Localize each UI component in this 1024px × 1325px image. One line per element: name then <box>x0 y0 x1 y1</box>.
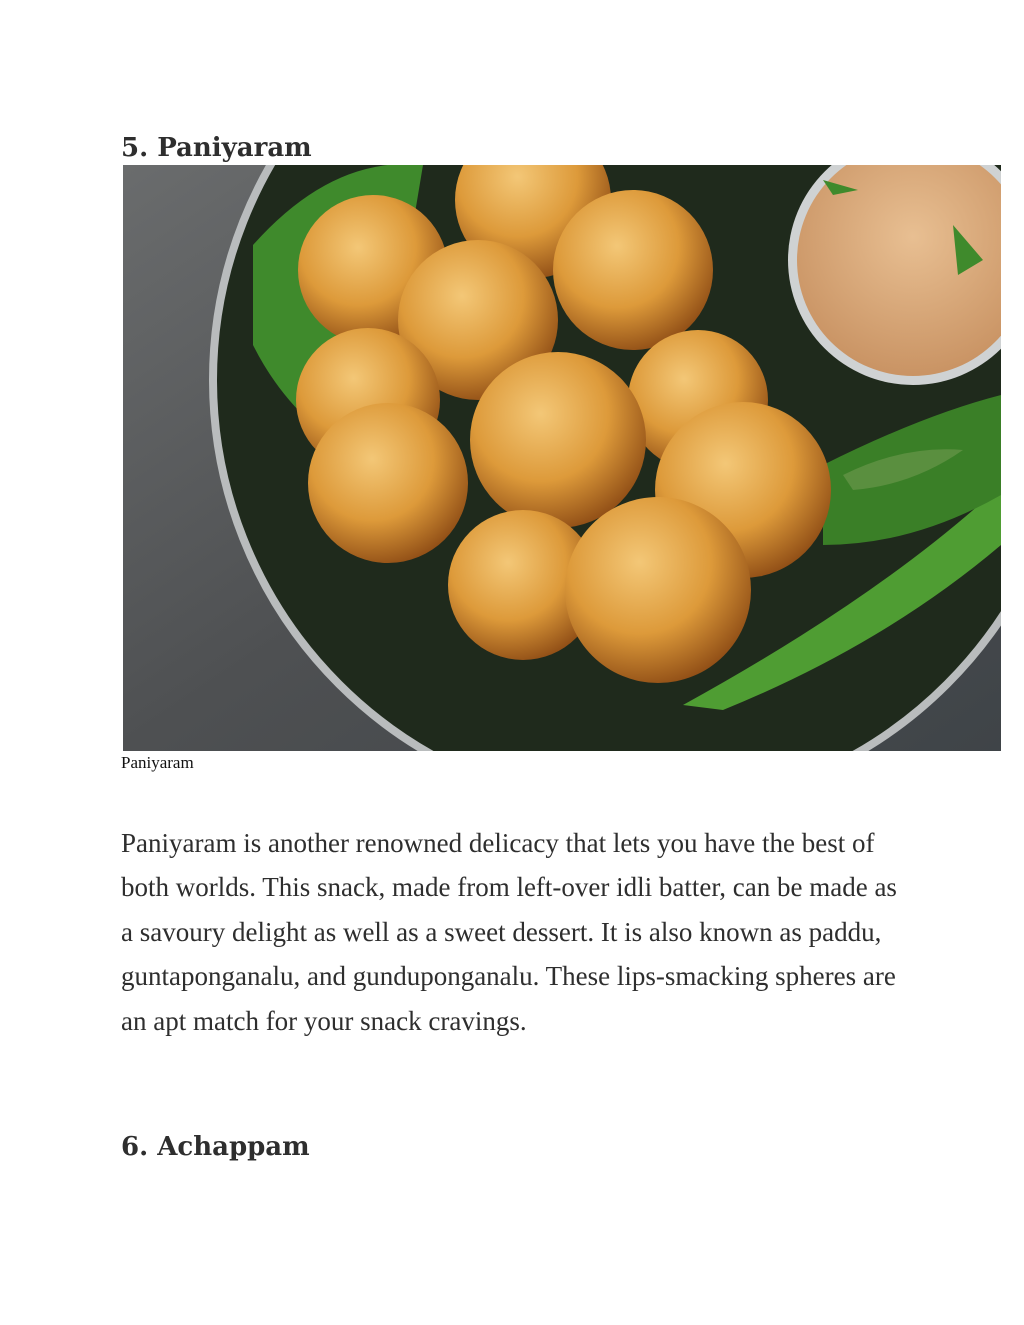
image-caption: Paniyaram <box>121 753 194 772</box>
paniyaram-photo <box>123 165 1001 751</box>
paniyaram-description: Paniyaram is another renowned delicacy that lets you have the best of both worlds. This snack, made from left-over idli batter, can be made as a savoury delight as well as a sweet dessert. It is also known as paddu, guntaponganalu, and gunduponganalu. These lips-smacking spheres are an apt match for your snack cravings. <box>121 828 897 1036</box>
section-heading-achappam: 6. Achappam <box>121 1132 310 1162</box>
section-heading-paniyaram: 5. Paniyaram <box>121 133 312 163</box>
